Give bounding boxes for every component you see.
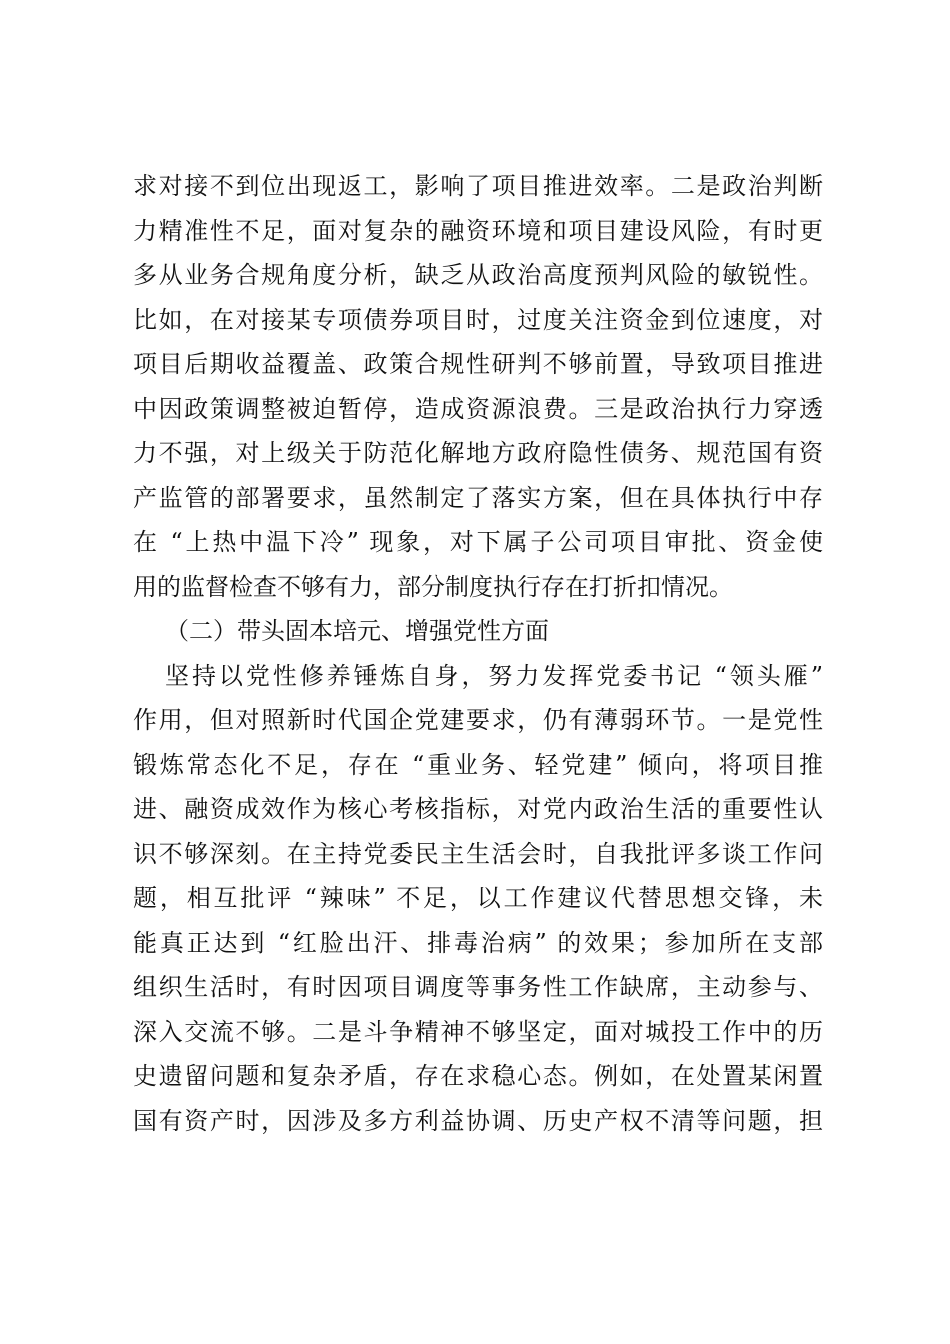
paragraph-line: 中因政策调整被迫暂停，造成资源浪费。三是政治执行力穿透 [133,394,823,423]
section-heading: （二）带头固本培元、增强党性方面 [165,617,549,645]
paragraph-line: 锻炼常态化不足，存在 “重业务、轻党建” 倾向，将项目推 [133,750,823,779]
paragraph-line: 用的监督检查不够有力，部分制度执行存在打折扣情况。 [133,572,733,601]
paragraph-line: 比如，在对接某专项债券项目时，过度关注资金到位速度，对 [133,305,823,334]
paragraph-line: 组织生活时，有时因项目调度等事务性工作缺席，主动参与、 [133,973,823,1001]
paragraph-line: 能真正达到 “红脸出汗、排毒治病” 的效果；参加所在支部 [133,928,823,957]
paragraph-line: 识不够深刻。在主持党委民主生活会时，自我批评多谈工作问 [133,839,823,868]
paragraph-line: 求对接不到位出现返工，影响了项目推进效率。二是政治判断 [133,172,823,200]
paragraph-line: 国有资产时，因涉及多方利益协调、历史产权不清等问题，担 [133,1106,823,1135]
document-page [133,166,823,1145]
paragraph-line: 坚持以党性修养锤炼自身，努力发挥党委书记 “领头雁” [165,661,823,690]
paragraph-line: 作用，但对照新时代国企党建要求，仍有薄弱环节。一是党性 [133,706,823,734]
paragraph-line: 产监管的部署要求，虽然制定了落实方案，但在具体执行中存 [133,483,823,512]
paragraph-line: 史遗留问题和复杂矛盾，存在求稳心态。例如，在处置某闲置 [133,1062,823,1090]
paragraph-line: 项目后期收益覆盖、政策合规性研判不够前置，导致项目推进 [133,350,823,378]
paragraph-line: 在 “上热中温下冷” 现象，对下属子公司项目审批、资金使 [133,528,823,556]
paragraph-line: 多从业务合规角度分析，缺乏从政治高度预判风险的敏锐性。 [133,261,823,289]
paragraph-line: 进、融资成效作为核心考核指标，对党内政治生活的重要性认 [133,795,823,823]
paragraph-line: 题，相互批评 “辣味” 不足，以工作建议代替思想交锋，未 [133,884,823,912]
paragraph-line: 力不强，对上级关于防范化解地方政府隐性债务、规范国有资 [133,439,823,467]
paragraph-line: 深入交流不够。二是斗争精神不够坚定，面对城投工作中的历 [133,1017,823,1046]
paragraph-line: 力精准性不足，面对复杂的融资环境和项目建设风险，有时更 [133,216,823,245]
